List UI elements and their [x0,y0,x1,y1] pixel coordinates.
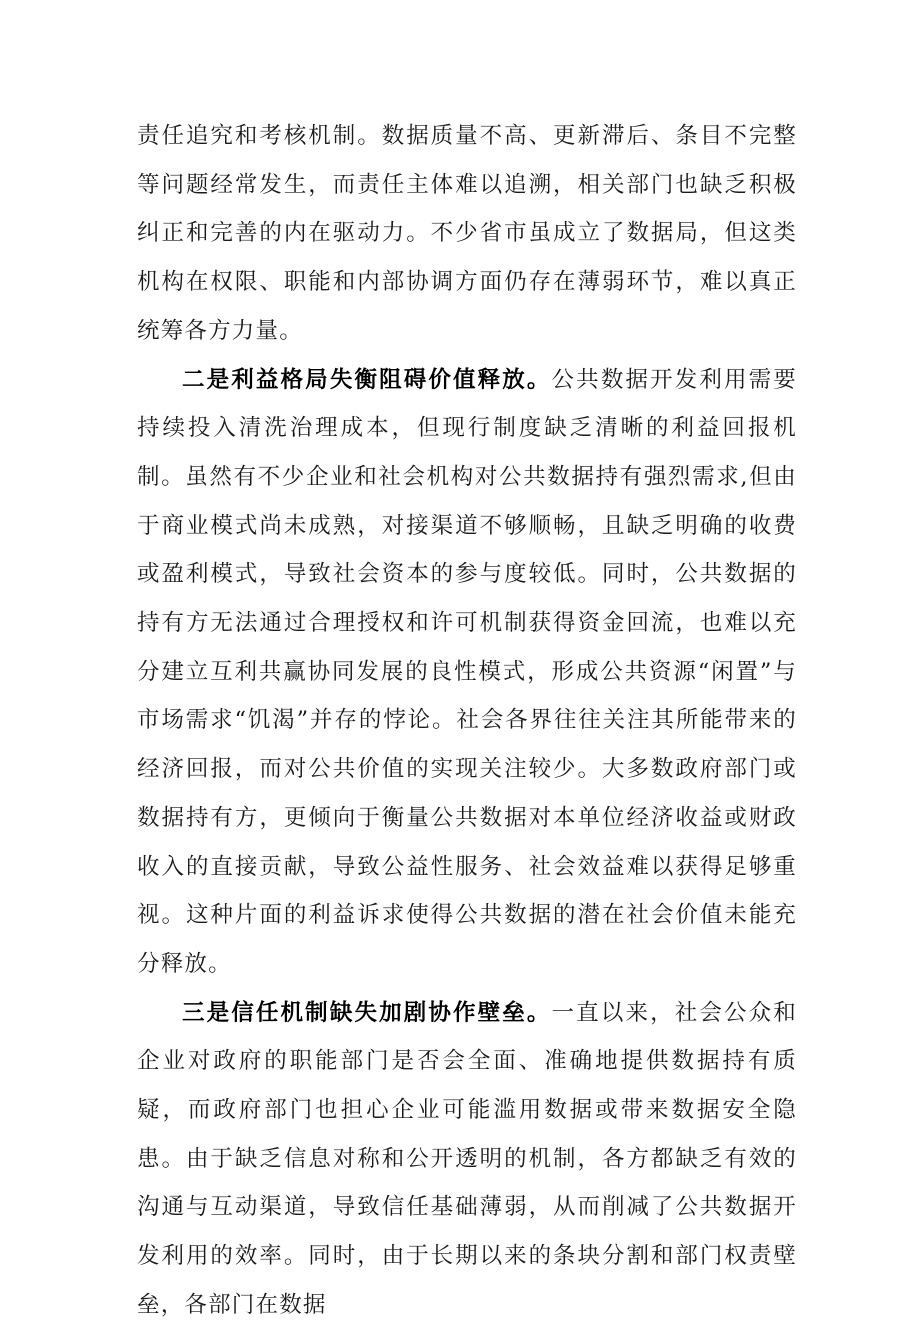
document-body [137,112,797,1330]
paragraph-interest-imbalance [137,356,797,989]
paragraph-trust-mechanism [137,989,797,1330]
paragraph-lead: 三是信任机制缺失加剧协作壁垒。 [182,999,552,1026]
paragraph-lead: 二是利益格局失衡阻碍价值释放。 [182,366,552,393]
paragraph-responsibility [137,112,797,356]
paragraph-text: 一直以来，社会公众和企业对政府的职能部门是否会全面、准确地提供数据持有质疑，而政府部门也担心企业可能滥用数据或带来数据安全隐患。由于缺乏信息对称和公开透明的机制，各方都缺乏有效的沟通与互动渠道，导致信任基础薄弱，从而削减了公共数据开发利用的效率。同时，由于长期以来的条块分割和部门权责壁垒，各部门在数据 [137,999,797,1318]
paragraph-text: 公共数据开发利用需要持续投入清洗治理成本，但现行制度缺乏清晰的利益回报机制。虽然有不少企业和社会机构对公共数据持有强烈需求,但由于商业模式尚未成熟，对接渠道不够顺畅，且缺乏明确的收费或盈利模式，导致社会资本的参与度较低。同时，公共数据的持有方无法通过合理授权和许可机制获得资金回流，也难以充分建立互利共赢协同发展的良性模式，形成公共资源“闲置”与市场需求“饥渴”并存的悖论。社会各界往往关注其所能带来的经济回报，而对公共价值的实现关注较少。大多数政府部门或数据持有方，更倾向于衡量公共数据对本单位经济收益或财政收入的直接贡献，导致公益性服务、社会效益难以获得足够重视。这种片面的利益诉求使得公共数据的潜在社会价值未能充分释放。 [137,366,797,977]
paragraph-text: 责任追究和考核机制。数据质量不高、更新滞后、条目不完整等问题经常发生，而责任主体难以追溯，相关部门也缺乏积极纠正和完善的内在驱动力。不少省市虽成立了数据局，但这类机构在权限、职能和内部协调方面仍存在薄弱环节，难以真正统筹各方力量。 [137,123,797,344]
